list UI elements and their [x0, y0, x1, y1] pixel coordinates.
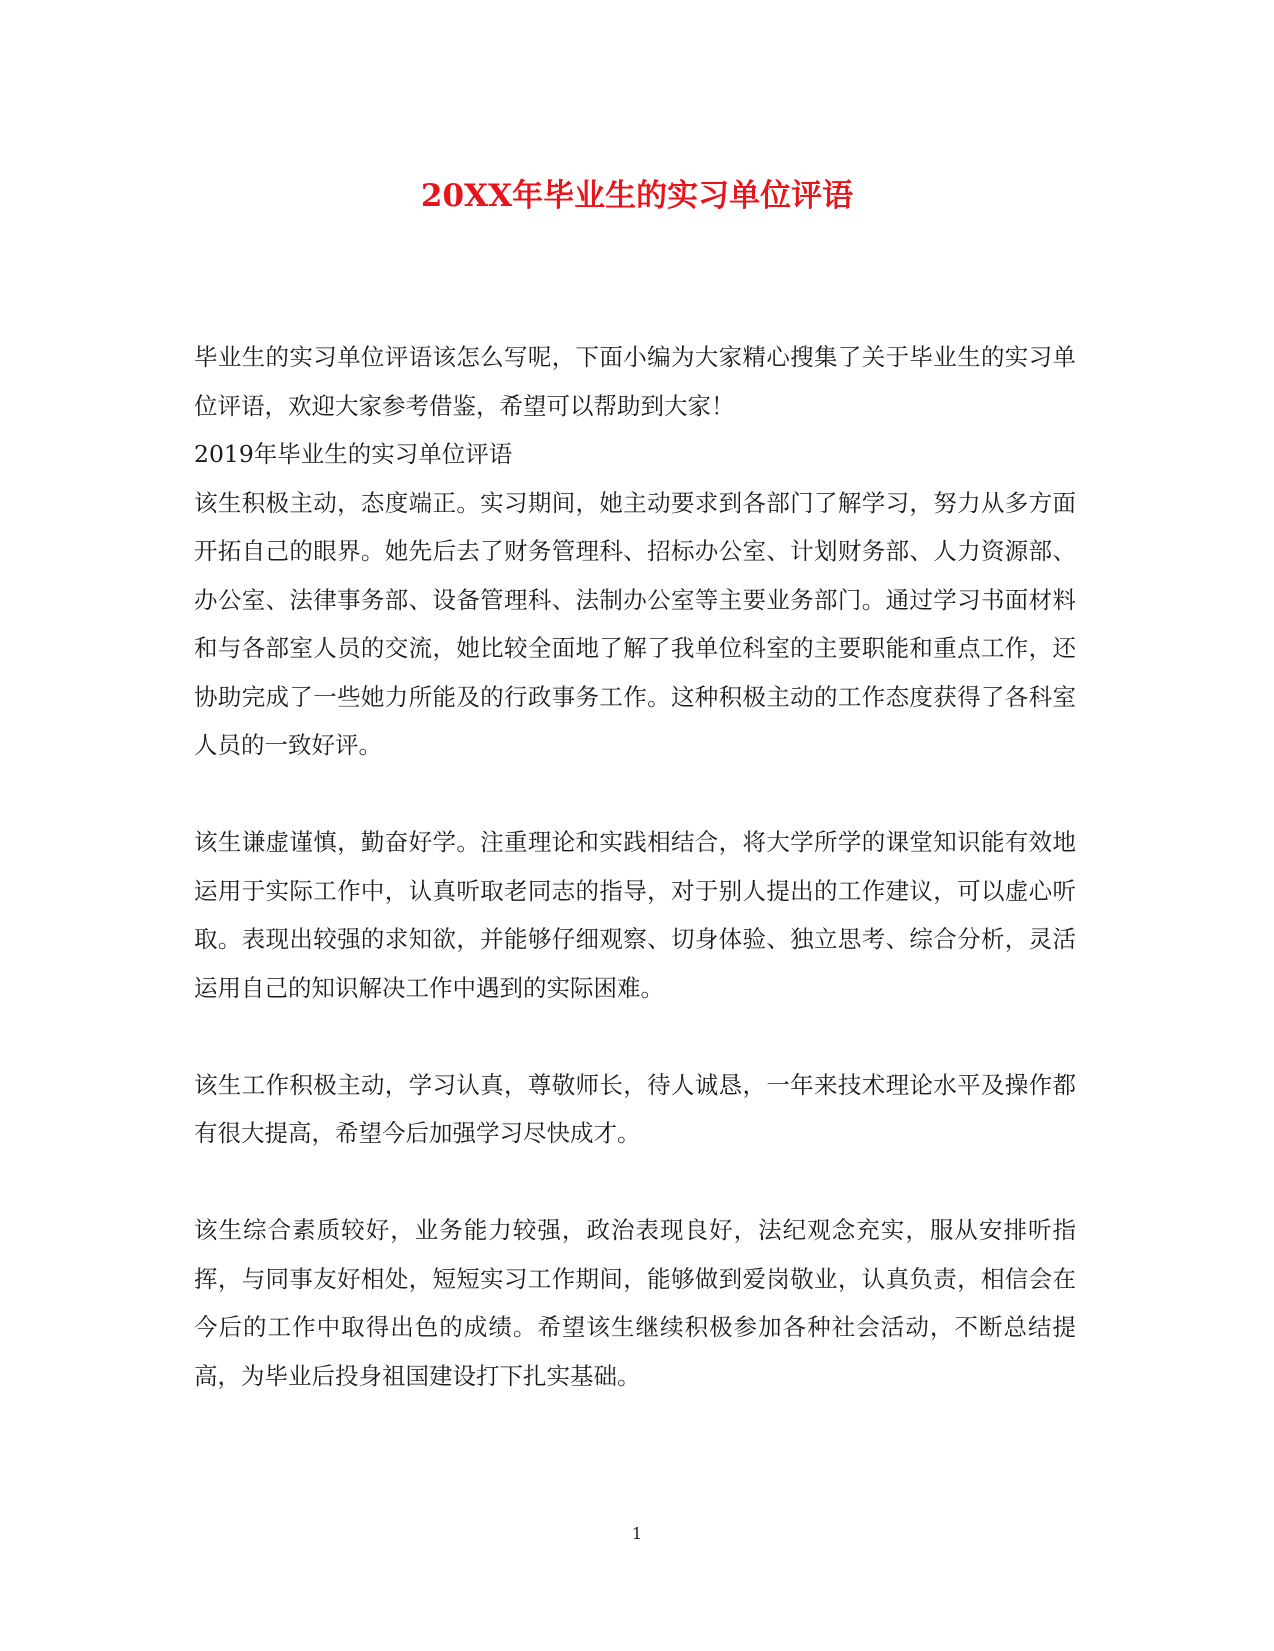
- document-title: 20XX年毕业生的实习单位评语: [420, 178, 854, 214]
- comment-paragraph-1: 该生积极主动，态度端正。实习期间，她主动要求到各部门了解学习，努力从多方面开拓自己的眼界。她先后去了财务管理科、招标办公室、计划财务部、人力资源部、办公室、法律事务部、设备管理科、法制办公室等主要业务部门。通过学习书面材料和与各部室人员的交流，她比较全面地了解了我单位科室的主要职能和重点工作，还协助完成了一些她力所能及的行政事务工作。这种积极主动的工作态度获得了各科室人员的一致好评。: [194, 488, 1076, 759]
- page-number: 1: [631, 1524, 643, 1543]
- section-heading: 2019年毕业生的实习单位评语: [194, 440, 513, 468]
- comment-paragraph-2: 该生谦虚谨慎，勤奋好学。注重理论和实践相结合，将大学所学的课堂知识能有效地运用于实际工作中，认真听取老同志的指导，对于别人提出的工作建议，可以虚心听取。表现出较强的求知欲，并能够仔细观察、切身体验、独立思考、综合分析，灵活运用自己的知识解决工作中遇到的实际困难。: [194, 828, 1076, 1002]
- intro-paragraph: 毕业生的实习单位评语该怎么写呢，下面小编为大家精心搜集了关于毕业生的实习单位评语，欢迎大家参考借鉴，希望可以帮助到大家！: [194, 343, 1076, 420]
- comment-paragraph-3: 该生工作积极主动，学习认真，尊敬师长，待人诚恳，一年来技术理论水平及操作都有很大提高，希望今后加强学习尽快成才。: [194, 1070, 1076, 1147]
- comment-paragraph-4: 该生综合素质较好，业务能力较强，政治表现良好，法纪观念充实，服从安排听指挥，与同事友好相处，短短实习工作期间，能够做到爱岗敬业，认真负责，相信会在今后的工作中取得出色的成绩。希望该生继续积极参加各种社会活动，不断总结提高，为毕业后投身祖国建设打下扎实基础。: [194, 1216, 1076, 1390]
- document-body: [194, 333, 1076, 1400]
